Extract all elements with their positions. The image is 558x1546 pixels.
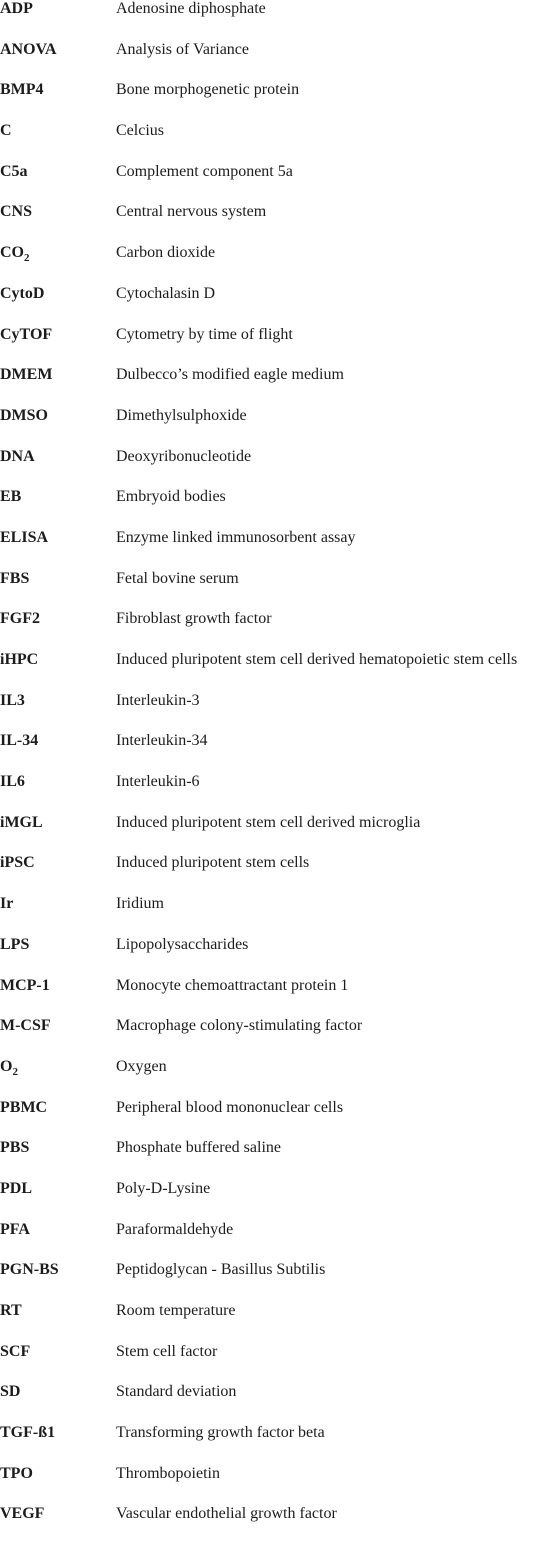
abbreviation-term — [0, 1343, 30, 1361]
abbreviation-row — [0, 977, 558, 1018]
abbreviation-term — [0, 1017, 51, 1035]
abbreviation-term-text: MCP-1 — [0, 976, 50, 994]
abbreviation-row — [0, 895, 558, 936]
abbreviation-row — [0, 1302, 558, 1343]
abbreviation-definition: Bone morphogenetic protein — [116, 81, 300, 99]
abbreviation-term-text: ADP — [0, 0, 33, 17]
abbreviation-row — [0, 854, 558, 895]
abbreviation-term-text: PBMC — [0, 1098, 48, 1116]
abbreviation-definition: Carbon dioxide — [116, 244, 216, 262]
abbreviation-term — [0, 570, 29, 588]
abbreviation-definition: Analysis of Variance — [116, 40, 249, 58]
abbreviation-row — [0, 1383, 558, 1424]
abbreviation-term — [0, 122, 12, 140]
abbreviation-row — [0, 122, 558, 163]
abbreviation-row — [0, 1017, 558, 1058]
abbreviation-term — [0, 610, 40, 628]
abbreviation-definition: Cytochalasin D — [116, 284, 216, 302]
abbreviation-row — [0, 448, 558, 489]
abbreviation-term-text: BMP4 — [0, 81, 44, 99]
abbreviation-definition: Peripheral blood mononuclear cells — [116, 1098, 344, 1116]
abbreviation-definition: Interleukin-3 — [116, 691, 200, 709]
abbreviation-term-text: ANOVA — [0, 40, 57, 58]
abbreviation-definition: Fibroblast growth factor — [116, 610, 272, 628]
abbreviation-definition: Induced pluripotent stem cell derived hematopoietic stem cells — [116, 651, 518, 668]
abbreviation-definition: Interleukin-34 — [116, 732, 208, 750]
abbreviation-term-text: CO — [0, 244, 24, 262]
abbreviation-row — [0, 488, 558, 529]
abbreviation-term — [0, 366, 52, 384]
abbreviation-row — [0, 1221, 558, 1262]
abbreviation-definition: Stem cell factor — [116, 1342, 218, 1360]
abbreviation-term — [0, 1221, 30, 1239]
abbreviation-term-text: CyTOF — [0, 325, 53, 343]
abbreviation-term — [0, 692, 25, 710]
abbreviation-row — [0, 529, 558, 570]
abbreviation-term-text: CytoD — [0, 284, 45, 302]
abbreviation-term-text: C — [0, 122, 12, 140]
abbreviation-definition: Thrombopoietin — [116, 1464, 220, 1482]
abbreviation-definition: Fetal bovine serum — [116, 569, 239, 587]
abbreviation-term — [0, 773, 25, 791]
abbreviation-row — [0, 0, 558, 41]
abbreviation-term — [0, 488, 21, 506]
abbreviation-definition: Embryoid bodies — [116, 488, 226, 506]
abbreviation-term-text: iPSC — [0, 854, 35, 872]
abbreviation-term — [0, 895, 13, 913]
abbreviation-term-text: PDL — [0, 1179, 32, 1197]
abbreviation-term-text: LPS — [0, 935, 30, 953]
abbreviation-term — [0, 1180, 32, 1198]
abbreviation-row — [0, 773, 558, 814]
abbreviation-definition: Transforming growth factor beta — [116, 1424, 325, 1442]
abbreviation-definition: Phosphate buffered saline — [116, 1139, 281, 1157]
abbreviation-term-text: RT — [0, 1302, 22, 1319]
abbreviation-definition: Dulbecco’s modified eagle medium — [116, 366, 344, 384]
abbreviation-term-text: PBS — [0, 1139, 30, 1157]
abbreviation-term-text: C5a — [0, 162, 28, 180]
abbreviation-term — [0, 1099, 47, 1117]
abbreviation-definition: Poly-D-Lysine — [116, 1179, 211, 1197]
abbreviation-definition: Oxygen — [116, 1057, 167, 1075]
abbreviation-term — [0, 977, 50, 995]
abbreviation-term — [0, 448, 35, 466]
abbreviation-definition: Cytometry by time of flight — [116, 325, 293, 343]
abbreviation-term — [0, 936, 29, 954]
abbreviation-row — [0, 651, 558, 692]
abbreviation-row — [0, 570, 558, 611]
abbreviation-term — [0, 814, 43, 832]
abbreviation-term-subscript: 2 — [24, 252, 30, 265]
abbreviation-row — [0, 81, 558, 122]
abbreviation-term — [0, 732, 38, 750]
abbreviation-term-text: PFA — [0, 1220, 30, 1238]
abbreviation-row — [0, 326, 558, 367]
abbreviation-term — [0, 203, 32, 221]
abbreviation-row — [0, 1261, 558, 1302]
abbreviation-definition: Standard deviation — [116, 1383, 237, 1401]
abbreviation-definition: Central nervous system — [116, 203, 267, 221]
abbreviation-definition: Monocyte chemoattractant protein 1 — [116, 976, 349, 994]
abbreviation-term — [0, 1302, 22, 1320]
abbreviation-term — [0, 1383, 20, 1401]
abbreviation-term — [0, 854, 35, 872]
abbreviation-term-text: IL6 — [0, 773, 25, 791]
abbreviation-row — [0, 1424, 558, 1465]
abbreviation-term-text: IL3 — [0, 691, 25, 709]
abbreviation-term — [0, 244, 30, 265]
abbreviation-row — [0, 1099, 558, 1140]
abbreviation-term-text: M-CSF — [0, 1017, 51, 1035]
abbreviation-row — [0, 1343, 558, 1384]
abbreviation-term — [0, 0, 33, 18]
abbreviation-term-text: TPO — [0, 1464, 33, 1482]
abbreviation-term-text: O — [0, 1057, 13, 1075]
abbreviation-definition: Peptidoglycan - Basillus Subtilis — [116, 1261, 326, 1279]
abbreviation-row — [0, 407, 558, 448]
abbreviation-row — [0, 41, 558, 82]
abbreviation-definition: Iridium — [116, 895, 164, 913]
abbreviation-term-text: TGF-ß1 — [0, 1424, 56, 1442]
abbreviation-term — [0, 1465, 33, 1483]
abbreviation-term-subscript: 2 — [12, 1065, 18, 1078]
abbreviation-term-text: Ir — [0, 895, 14, 913]
abbreviation-term — [0, 1058, 18, 1076]
abbreviation-term-text: PGN-BS — [0, 1261, 59, 1279]
abbreviation-definition: Induced pluripotent stem cells — [116, 854, 310, 872]
abbreviation-definition: Lipopolysaccharides — [116, 935, 249, 953]
abbreviation-term-text: DMEM — [0, 366, 53, 384]
abbreviation-row — [0, 1139, 558, 1180]
abbreviation-definition: Adenosine diphosphate — [116, 0, 266, 17]
abbreviation-row — [0, 366, 558, 407]
abbreviation-term — [0, 529, 48, 547]
abbreviation-term-text: DMSO — [0, 406, 48, 424]
abbreviation-term-text: EB — [0, 488, 22, 506]
abbreviation-definition: Induced pluripotent stem cell derived microglia — [116, 813, 421, 831]
abbreviation-term — [0, 285, 44, 303]
abbreviation-row — [0, 1058, 558, 1099]
abbreviation-term-text: iHPC — [0, 651, 39, 668]
abbreviation-term — [0, 651, 38, 669]
abbreviation-definition: Vascular endothelial growth factor — [116, 1505, 337, 1523]
abbreviation-row — [0, 814, 558, 855]
abbreviation-term-text: DNA — [0, 447, 35, 465]
abbreviation-row — [0, 936, 558, 977]
abbreviation-definition: Interleukin-6 — [116, 773, 200, 791]
abbreviation-row — [0, 1180, 558, 1221]
abbreviation-term — [0, 326, 52, 344]
abbreviation-term-text: FBS — [0, 569, 30, 587]
abbreviation-term — [0, 1261, 59, 1279]
abbreviation-row — [0, 1505, 558, 1546]
abbreviation-row — [0, 1465, 558, 1506]
abbreviation-term-text: iMGL — [0, 813, 43, 831]
abbreviation-term — [0, 1505, 44, 1523]
abbreviation-term — [0, 163, 28, 181]
abbreviation-definition: Complement component 5a — [116, 162, 293, 180]
abbreviation-term — [0, 81, 44, 99]
abbreviation-term-text: ELISA — [0, 528, 49, 546]
abbreviation-term — [0, 1139, 29, 1157]
abbreviation-definition: Dimethylsulphoxide — [116, 406, 247, 424]
abbreviation-term-text: CNS — [0, 203, 33, 221]
abbreviation-row — [0, 244, 558, 285]
abbreviation-row — [0, 610, 558, 651]
abbreviation-term — [0, 41, 57, 59]
abbreviation-row — [0, 285, 558, 326]
abbreviation-definition: Enzyme linked immunosorbent assay — [116, 528, 356, 546]
abbreviation-term — [0, 407, 48, 425]
abbreviation-term-text: SD — [0, 1383, 21, 1401]
abbreviation-term-text: IL-34 — [0, 732, 39, 750]
abbreviation-definition: Macrophage colony-stimulating factor — [116, 1017, 363, 1035]
abbreviation-term-text: FGF2 — [0, 610, 40, 628]
abbreviation-row — [0, 732, 558, 773]
abbreviation-definition: Room temperature — [116, 1302, 236, 1319]
abbreviation-definition: Paraformaldehyde — [116, 1220, 234, 1238]
abbreviation-term — [0, 1424, 55, 1442]
abbreviation-definition: Celcius — [116, 122, 164, 140]
abbreviation-row — [0, 163, 558, 204]
abbreviation-term-text: SCF — [0, 1342, 31, 1360]
abbreviation-row — [0, 692, 558, 733]
abbreviation-definition: Deoxyribonucleotide — [116, 447, 252, 465]
abbreviation-term-text: VEGF — [0, 1505, 45, 1523]
abbreviation-row — [0, 203, 558, 244]
